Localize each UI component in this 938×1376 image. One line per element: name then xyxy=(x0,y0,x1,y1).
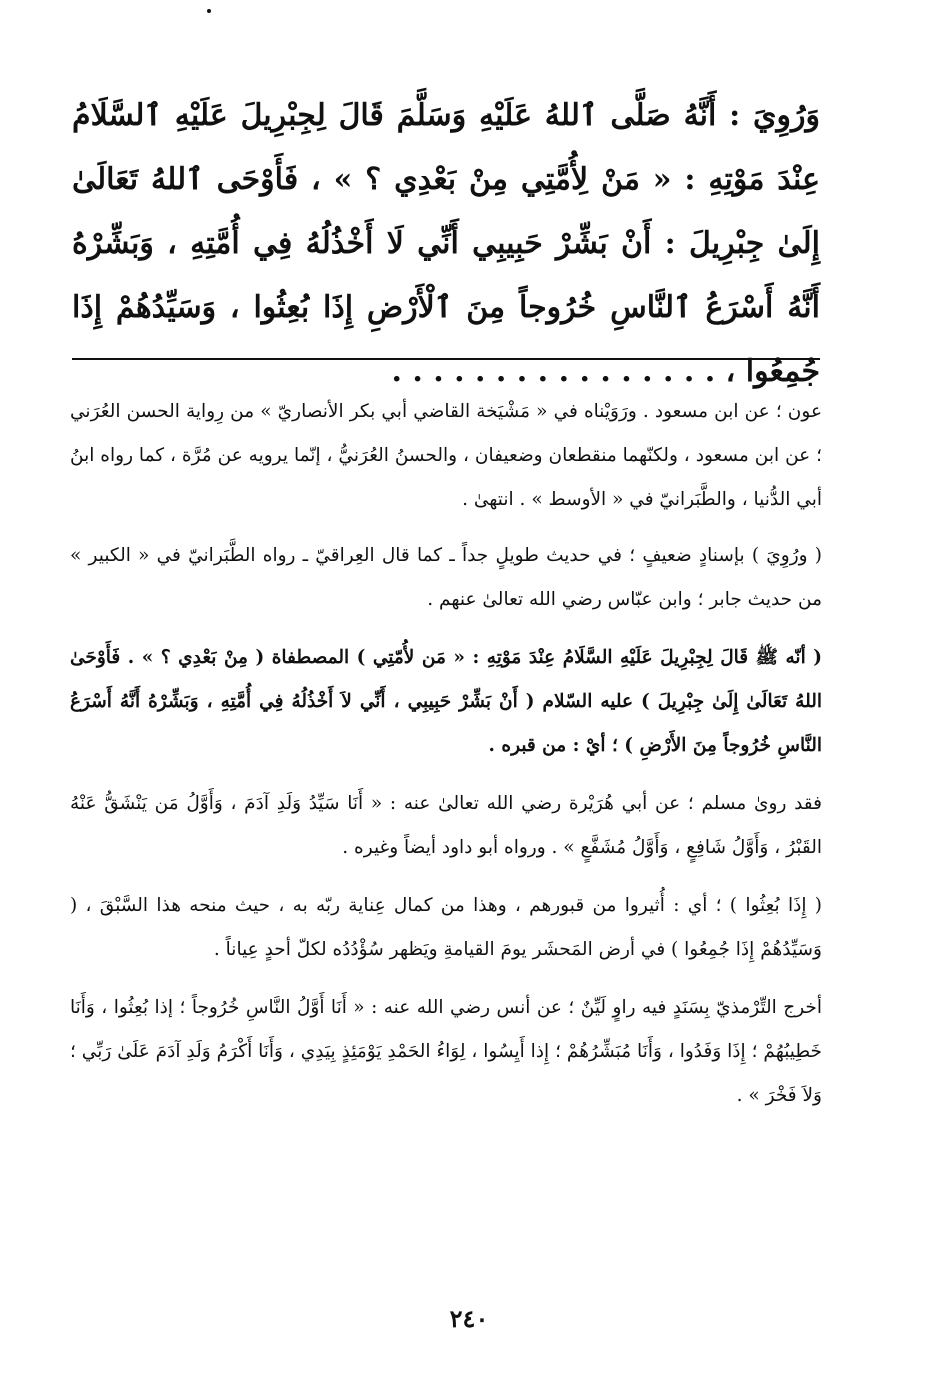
ink-dot xyxy=(207,9,211,13)
commentary-paragraph: عون ؛ عن ابن مسعود . ورَوَيْناه في « مَشْيَخة القاضي أبي بكر الأنصاريّ » من رِواية الحسن العُرَني ؛ عن ابن مسعود ، ولكنّهما منقطعان وضعيفان ، والحسنُ العُرَنيُّ ، إنّما يرويه عن مُرَّة ، كما رواه ابنُ أبي الدُّنيا ، والطَّبَرانيّ في « الأوسط » . انتهىٰ . xyxy=(70,401,822,510)
commentary-paragraph: ( إِذَا بُعِثُوا ) ؛ أي : أُثيروا من قبورهم ، وهذا من كمال عِناية ربّه به ، حيث منحه هذا السَّبْقَ ، ( وَسَيِّدُهُمْ إِذَا جُمِعُوا ) في أرض المَحشَر يومَ القيامةِ ويَظهر سُؤْدُدُه لكلّ أحدٍ عِياناً . xyxy=(70,895,822,960)
commentary-paragraph: ( ورُوِيَ ) بإسنادٍ ضعيفٍ ؛ في حديث طويلٍ جداً ـ كما قال العِراقيّ ـ رواه الطَّبَرانيّ في « الكبير » من حديث جابر ؛ وابن عبّاس رضي الله تعالىٰ عنهم . xyxy=(70,545,822,610)
commentary-paragraph: أخرج التِّرْمذيّ بِسَنَدٍ فيه راوٍ لَيِّنٌ ؛ عن أنس رضي الله عنه : « أَنَا أَوَّلُ النَّاسِ خُرُوجاً ؛ إذا بُعِثُوا ، وَأَنَا خَطِيبُهُمْ ؛ إِذَا وَفَدُوا ، وَأَنَا مُبَشِّرُهُمْ ؛ إِذا أَيِسُوا ، لِوَاءُ الحَمْدِ يَوْمَئِذٍ بِيَدِي ، وَأَنَا أَكْرَمُ وَلَدِ آدَمَ عَلَىٰ رَبِّي ؛ وَلاَ فَخْرَ » . xyxy=(70,997,822,1106)
separator-line xyxy=(72,358,820,360)
main-text: وَرُوِيَ : أَنَّهُ صَلَّى ٱللهُ عَلَيْهِ وَسَلَّمَ قَالَ لِجِبْرِيلَ عَلَيْهِ ٱلسَّلَامُ عِنْدَ مَوْتِهِ : « مَنْ لِأُمَّتِي مِنْ بَعْدِي ؟ » ، فَأَوْحَى ٱللهُ تَعَالَىٰ إِلَىٰ جِبْرِيلَ : أَنْ بَشِّرْ حَبِيبِي أَنِّي لَا أَخْذُلُهُ فِي أُمَّتِهِ ، وَبَشِّرْهُ أَنَّهُ أَسْرَعُ ٱلنَّاسِ خُرُوجاً مِنَ ٱلْأَرْضِ إِذَا بُعِثُوا ، وَسَيِّدُهُمْ إِذَا جُمِعُوا ، . . . . . . . . . . . . . . . . xyxy=(72,98,820,389)
commentary-section xyxy=(70,390,822,1132)
commentary-paragraph: فقد روىٰ مسلم ؛ عن أبي هُرَيْرة رضي الله تعالىٰ عنه : « أَنَا سَيِّدُ وَلَدِ آدَمَ ، وَأَوَّلُ مَن يَنْشَقُّ عَنْهُ القَبْرُ ، وَأَوَّلُ شَافِعٍ ، وَأَوَّلُ مُشَفَّعٍ » . ورواه أبو داود أيضاً وغيره . xyxy=(70,793,822,858)
page-number: ٢٤٠ xyxy=(449,1304,489,1333)
commentary-paragraph: ( أنّه ﷺ قَالَ لِجِبْرِيلَ عَلَيْهِ السَّلَامُ عِنْدَ مَوْتِهِ : « مَن لأُمّتِي ) المصطفاة ( مِنْ بَعْدِي ؟ » . فَأَوْحَىٰ اللهُ تَعَالَىٰ إِلَىٰ جِبْرِيلَ ) عليه السّلام ( أَنْ بَشِّرْ حَبِيبِي ، أَنِّي لاَ أَخْذُلُهُ فِي أُمَّتِهِ ، وَبَشِّرْهُ أَنَّهُ أَسْرَعُ النَّاسِ خُرُوجاً مِنَ الأَرْضِ ) ؛ أيْ : من قبره . xyxy=(70,647,822,756)
